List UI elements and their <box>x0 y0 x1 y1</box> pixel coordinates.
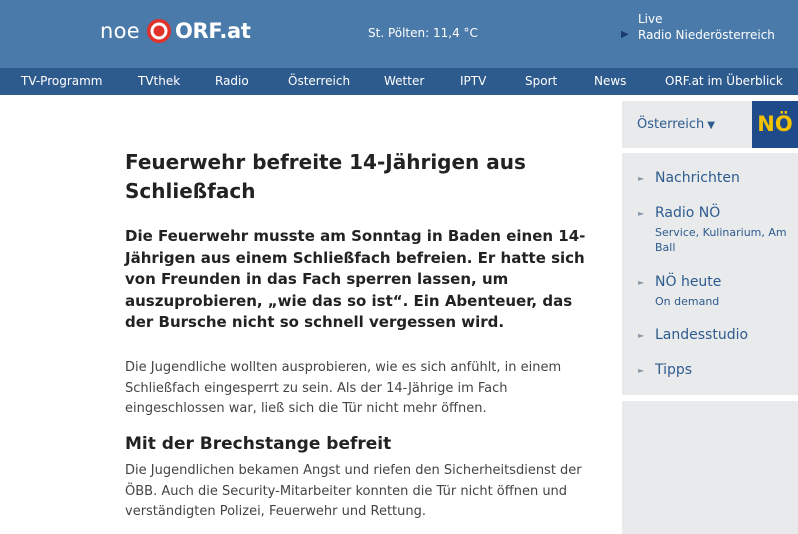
sidebar-item-sublabel[interactable]: On demand <box>655 295 720 308</box>
weather-readout[interactable]: St. Pölten: 11,4 °C <box>368 26 478 40</box>
bullet-arrow-icon: ► <box>638 366 645 375</box>
region-selector-panel <box>622 101 798 148</box>
sidebar-item-tipps[interactable] <box>622 362 798 382</box>
sidebar-item-label: NÖ heute <box>655 274 722 290</box>
nav-item-oesterreich[interactable]: Österreich <box>288 74 351 88</box>
caret-down-icon: ▼ <box>707 120 715 131</box>
sidebar-item-nachrichten[interactable] <box>622 170 798 190</box>
sidebar-item-label: Radio NÖ <box>655 205 721 221</box>
nav-item-news[interactable]: News <box>594 74 627 88</box>
noe-orf-logo[interactable] <box>100 17 251 45</box>
live-station-link[interactable]: Radio Niederösterreich <box>638 28 775 42</box>
logo-region: noe <box>100 19 140 43</box>
nav-item-tv-programm[interactable]: TV-Programm <box>21 74 103 88</box>
sidebar-menu <box>622 153 798 395</box>
site-header <box>0 0 798 68</box>
article-paragraph: Die Jugendlichen bekamen Angst und riefen den Sicherheitsdienst der ÖBB. Auch die Security-Mitarbeiter konnten die Tür nicht öffnen und verständigten Polizei, Feuerwehr und Rettung. <box>125 463 582 519</box>
article-subheading: Mit der Brechstange befreit <box>125 434 392 454</box>
nav-item-sport[interactable]: Sport <box>525 74 558 88</box>
bullet-arrow-icon: ► <box>638 278 645 287</box>
region-dropdown[interactable] <box>637 117 715 132</box>
sidebar-item-sublabel[interactable]: Service, Kulinarium, Am Ball <box>655 226 787 254</box>
nav-item-tvthek[interactable]: TVthek <box>138 74 181 88</box>
article-headline: Feuerwehr befreite 14-Jährigen aus Schließfach <box>125 150 526 203</box>
live-radio[interactable] <box>621 11 775 43</box>
sidebar-item-radio-noe[interactable] <box>622 205 798 255</box>
noe-badge-logo[interactable]: NÖ <box>752 101 798 148</box>
live-label: Live <box>638 12 663 26</box>
region-dropdown-label: Österreich <box>637 117 705 132</box>
nav-item-wetter[interactable]: Wetter <box>384 74 425 88</box>
bullet-arrow-icon: ► <box>638 209 645 218</box>
bullet-arrow-icon: ► <box>638 174 645 183</box>
nav-item-orf-ueberblick[interactable]: ORF.at im Überblick <box>665 74 783 88</box>
sidebar-item-noe-heute[interactable] <box>622 274 798 308</box>
logo-brand: ORF.at <box>174 19 251 43</box>
sidebar-item-landesstudio[interactable] <box>622 327 798 347</box>
article-paragraph: Die Jugendliche wollten ausprobieren, wie es sich anfühlt, in einem Schließfach eingesperrt zu sein. Als der 14-Jährige im Fach eingeschlossen war, ließ sich die Tür nicht mehr öffnen. <box>125 360 562 416</box>
sidebar-panel <box>622 401 798 534</box>
nav-item-iptv[interactable]: IPTV <box>460 74 487 88</box>
nav-item-radio[interactable]: Radio <box>215 74 249 88</box>
bullet-arrow-icon: ► <box>638 331 645 340</box>
main-navigation <box>0 68 798 95</box>
sidebar-item-label: Tipps <box>655 362 693 378</box>
orf-eye-icon <box>146 18 172 44</box>
article-lead: Die Feuerwehr musste am Sonntag in Baden einen 14-Jährigen aus einem Schließfach befreien. Er hatte sich von Freunden in das Fach sperren lassen, um auszuprobieren, „wie das so ist“. Ein Abenteuer, das der Bursche nicht so schnell vergessen wird. <box>125 227 586 332</box>
play-arrow-icon: ▶ <box>621 29 629 40</box>
sidebar-item-label: Nachrichten <box>655 170 740 186</box>
sidebar-item-label: Landesstudio <box>655 327 749 343</box>
